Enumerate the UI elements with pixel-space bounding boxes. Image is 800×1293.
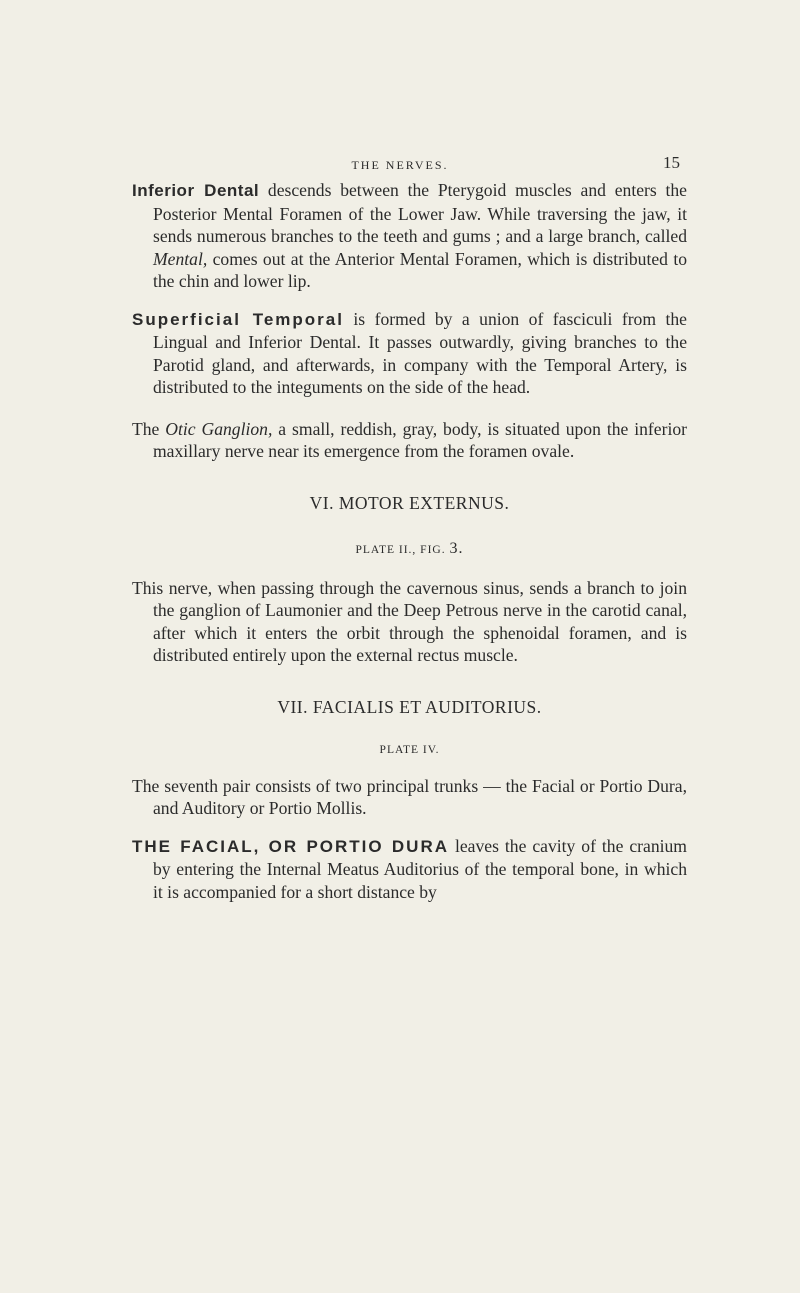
paragraph-inferior-dental — [132, 179, 687, 293]
lead-inferior-dental: Inferior Dental — [132, 181, 260, 200]
section-title-vii: VII. FACIALIS ET AUDITORIUS. — [277, 696, 542, 717]
paragraph-seventh-pair: The seventh pair consists of two principal trunks — the Facial or Portio Dura, and Auditory or Portio Mollis. — [132, 775, 687, 818]
italic-mental: Mental, — [153, 248, 208, 269]
lead-facial: THE FACIAL, OR PORTIO DURA — [132, 836, 450, 856]
section-title-vi: VI. MOTOR EXTERNUS. — [309, 492, 510, 513]
paragraph-otic-ganglion — [132, 418, 687, 463]
text-otic-1: The — [132, 418, 166, 439]
plate-reference-vi — [132, 540, 687, 558]
plate-vi-fig-number: 3. — [449, 539, 464, 557]
text-facial: leaves the cavity of the cranium by entering the Internal Meatus Auditorius of the temporal bone, in which it is accompanied for a short distance by — [153, 835, 687, 902]
paragraph-facial — [132, 835, 687, 904]
paragraph-superficial-temporal — [132, 308, 687, 399]
paragraph-motor-externus: This nerve, when passing through the cavernous sinus, sends a branch to join the ganglion of Laumonier and the Deep Petrous nerve in the carotid canal, after which it enters the orbit through the sphenoidal foramen, and is distributed entirely upon the external rectus muscle. — [132, 577, 687, 665]
text-superficial-temporal: is formed by a union of fasciculi from the Lingual and Inferior Dental. It passes outwardly, giving branches to the Parotid gland, and afterwards, in company with the Temporal Artery, is distributed to the integuments on the side of the head. — [153, 308, 687, 397]
text-otic-2: a small, reddish, gray, body, is situated upon the inferior maxillary nerve near its emergence from the foramen ovale. — [153, 418, 687, 461]
text-inferior-dental-2: comes out at the Anterior Mental Foramen, which is distributed to the chin and lower lip. — [153, 248, 687, 291]
italic-otic-ganglion: Otic Ganglion, — [165, 418, 273, 439]
plate-reference-vii: PLATE IV. — [379, 743, 440, 756]
plate-vi-label: PLATE II., FIG. — [355, 543, 446, 556]
text-inferior-dental-1: descends between the Pterygoid muscles and enters the Posterior Mental Foramen of the Lower Jaw. While traversing the jaw, it sends numerous branches to the teeth and gums ; and a large branch, called — [153, 180, 687, 246]
lead-superficial-temporal: Superficial Temporal — [132, 309, 344, 329]
page-content — [132, 179, 687, 903]
running-head: THE NERVES. — [351, 158, 449, 172]
page-number: 15 — [663, 153, 680, 172]
